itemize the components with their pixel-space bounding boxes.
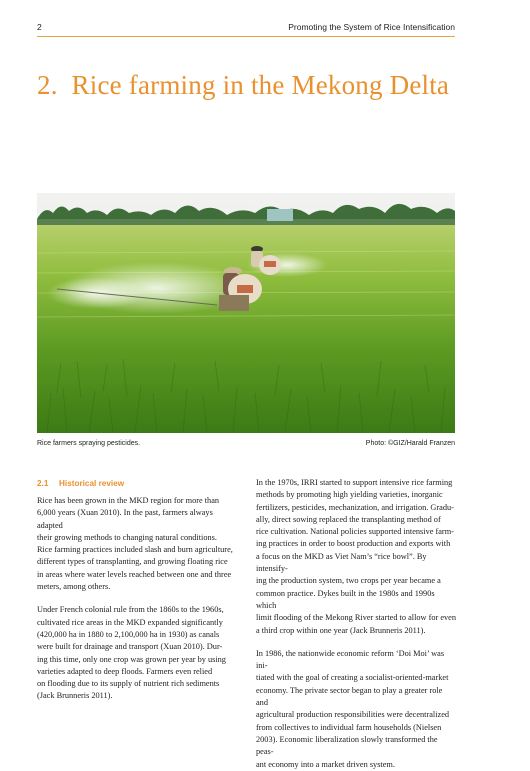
- page-number: 2: [37, 22, 42, 32]
- paragraph: Rice has been grown in the MKD region for more than 6,000 years (Xuan 2010). In the past, farmers always adapted their growing methods to changing natural conditions. Rice farming practices included slash and burn agriculture, different types of transplanting, and growing floating rice in areas where water levels reached between one and three meters, among others.: [37, 496, 233, 592]
- paragraph: In 1986, the nationwide economic reform ‘Doi Moi’ was ini- tiated with the goal of creating a socialist-oriented-market economy. The private sector began to play a greater role and agricultural production responsibilities were decentralized from collectives to individual farm households (Nielsen 2003). Economic liberalization slowly transformed the peas- ant economy into a market driven system.: [256, 648, 450, 769]
- section-heading: [37, 479, 124, 488]
- running-title: Promoting the System of Rice Intensification: [288, 22, 455, 32]
- header-rule: [37, 36, 455, 37]
- section-title: Historical review: [59, 479, 125, 488]
- paragraph: In the 1970s, IRRI started to support intensive rice farming methods by promoting high yielding varieties, inorganic fertilizers, pesticides, mechanization, and irrigation. Gradu- ally, direct sowing replaced the transplanting method of rice cultivation. National policies supported intensive farm- ing practices in order to boost production and exports with a focus on the MKD as Viet Nam’s “rice bowl”. By intensify- ing the production system, two crops per year became a common practice. Dykes built in the 1980s and 1990s which limit flooding of the Mekong River started to allow for even a third crop within one year (Jack Brunneris 2011).: [256, 478, 457, 635]
- rice-field-photo: [37, 193, 455, 433]
- left-column: [37, 495, 237, 703]
- photo-credit: Photo: ©GIZ/Harald Franzen: [365, 440, 455, 447]
- running-header: [37, 22, 455, 36]
- section-number: 2.1: [37, 479, 49, 488]
- right-column: [256, 477, 456, 771]
- chapter-title: 2. Rice farming in the Mekong Delta: [37, 70, 450, 100]
- paragraph: Under French colonial rule from the 1860s to the 1960s, cultivated rice areas in the MKD expanded significantly (420,000 ha in 1880 to 2,100,000 ha in 1930) as canals were built for drainage and transport (Xuan 2010). Dur- ing this time, only one crop was grown per year by using varieties adapted to deep floods. Farmers even relied on flooding due to its supply of nutrient rich sediments (Jack Brunneris 2011).: [37, 605, 226, 701]
- figure-caption: Rice farmers spraying pesticides.: [37, 440, 141, 447]
